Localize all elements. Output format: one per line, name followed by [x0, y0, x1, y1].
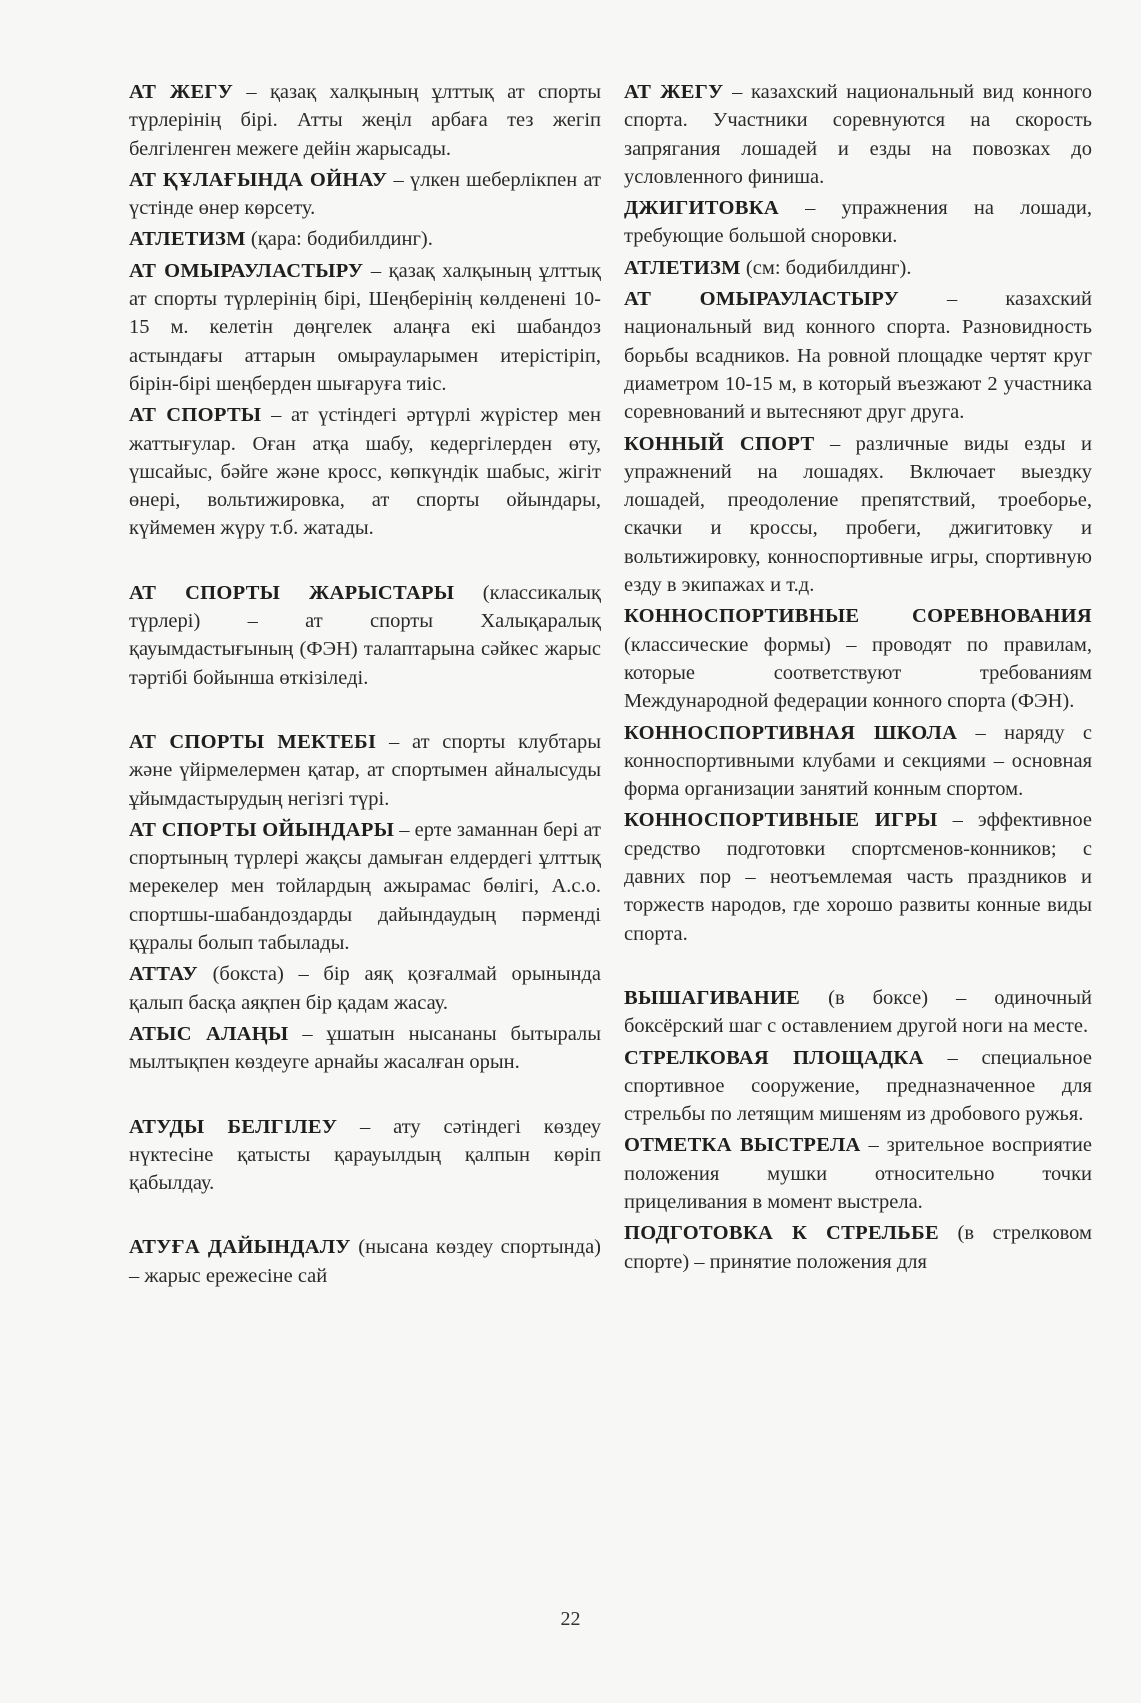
russian-column — [624, 78, 1092, 1279]
entry-definition: – ерте заманнан бері ат спортының түрлері жақсы дамыған елдердегі ұлттық мерекелер мен тойлардың ажырамас бөлігі, А.с.о. спортшы-шабандоздарды дайындаудың пәрменді құралы болып табылады. — [129, 818, 602, 955]
entry-definition: – казахский национальный вид конного спорта. Участники соревнуются на скорость запрягания лошадей и езды на повозках до условленного финиша. — [624, 81, 1092, 188]
entry-definition: – эффективное средство подготовки спортсменов-конников; с давних пор – неотъемлемая часть праздников и торжеств народов, где хорошо развиты конные виды спорта. — [624, 809, 1092, 945]
kazakh-column — [129, 78, 601, 1293]
dictionary-entry — [624, 430, 1092, 600]
dictionary-entry — [129, 225, 601, 253]
entry-term: АТЛЕТИЗМ — [624, 256, 741, 279]
dictionary-entry — [624, 984, 1092, 1041]
entry-term: КОННОСПОРТИВНАЯ ШКОЛА — [624, 721, 958, 744]
entry-definition: – различные виды езды и упражнений на лошадях. Включает выездку лошадей, преодоление препятствий, троеборье, скачки и кроссы, пробеги, джигитовку и вольтижировку, конноспортивные игры, спортивную езду в экипажах и т.д. — [624, 432, 1092, 597]
entry-term: СТРЕЛКОВАЯ ПЛОЩАДКА — [624, 1046, 924, 1069]
entry-definition: (в боксе) – одиночный боксёрский шаг с оставлением другой ноги на месте. — [624, 986, 1092, 1038]
entry-term: КОННОСПОРТИВНЫЕ СОРЕВНОВАНИЯ — [624, 605, 1092, 628]
dictionary-entry — [129, 401, 601, 542]
dictionary-entry — [129, 1020, 601, 1077]
dictionary-entry — [624, 285, 1092, 426]
entry-definition: – үлкен шеберлікпен ат үстінде өнер көрсету. — [129, 168, 602, 220]
entry-definition: – зрительное восприятие положения мушки относительно точки прицеливания в момент выстрела. — [624, 1134, 1092, 1213]
entry-definition: (қара: бодибилдинг). — [245, 228, 433, 251]
entry-term: АТ СПОРТЫ ЖАРЫСТАРЫ — [129, 581, 455, 604]
entry-definition: – қазақ халқының ұлттық ат спорты түрлерінің бірі. Атты жеңіл арбаға тез жегіп белгіленген межеге дейін жарысады. — [129, 81, 601, 160]
entry-term: ОТМЕТКА ВЫСТРЕЛА — [624, 1134, 861, 1157]
entry-term: КОННОСПОРТИВНЫЕ ИГРЫ — [624, 809, 938, 832]
dictionary-entry — [129, 728, 601, 813]
entry-definition: (бокста) – бір аяқ қозғалмай орынында қалып басқа аяқпен бір қадам жасау. — [129, 963, 601, 1014]
dictionary-entry — [624, 602, 1092, 715]
entry-term: АТ СПОРТЫ — [129, 404, 262, 427]
dictionary-entry — [624, 719, 1092, 804]
entry-term: АТ ҚҰЛАҒЫНДА ОЙНАУ — [129, 168, 388, 191]
entry-term: ПОДГОТОВКА К СТРЕЛЬБЕ — [624, 1222, 939, 1245]
dictionary-entry — [129, 1233, 601, 1290]
page-number: 22 — [560, 1608, 581, 1630]
dictionary-entry — [129, 166, 601, 223]
entry-definition: – наряду с конноспортивными клубами и секциями – основная форма организации занятий конным спортом. — [624, 721, 1093, 801]
dictionary-entry — [624, 78, 1092, 191]
entry-term: АТ СПОРТЫ МЕКТЕБІ — [129, 730, 377, 753]
entry-definition: (классикалық түрлері) – ат спорты Халықаралық қауымдастығының (ФЭН) талаптарына сәйкес жарыс тәртібі бойынша өткізіледі. — [129, 581, 601, 689]
entry-definition: (нысана көздеу спортында) – жарыс ережесіне сай — [129, 1236, 601, 1287]
entry-term: ДЖИГИТОВКА — [624, 197, 779, 220]
dictionary-entry — [129, 257, 601, 398]
entry-definition: – қазақ халқының ұлттық ат спорты түрлерінің бірі, Шеңберінің көлденені 10-15 м. келетін дөңгелек алаңға екі шабандоз астындағы аттарын омырауларымен итерістіріп, бірін-бірі шеңберден шығаруға тиіс. — [129, 259, 601, 395]
dictionary-entry — [624, 806, 1092, 947]
dictionary-entry — [129, 78, 601, 163]
entry-definition: – ату сәтіндегі көздеу нүктесіне қатысты қарауылдың қалпын көріп қабылдау. — [129, 1115, 602, 1195]
entry-definition: – ұшатын нысананы бытыралы мылтықпен көздеуге арнайы жасалған орын. — [129, 1022, 601, 1074]
entry-term: АТ СПОРТЫ ОЙЫНДАРЫ — [129, 818, 395, 841]
entry-definition: – специальное спортивное сооружение, предназначенное для стрельбы по летящим мишеням из дробового ружья. — [624, 1046, 1092, 1126]
dictionary-entry — [624, 194, 1092, 251]
entry-definition: – ат спорты клубтары және үйірмелермен қатар, ат спортымен айналысуды ұйымдастырудың негізгі түрі. — [129, 730, 601, 810]
entry-term: КОННЫЙ СПОРТ — [624, 432, 815, 455]
entry-term: АТУДЫ БЕЛГІЛЕУ — [129, 1115, 338, 1138]
entry-definition: – ат үстіндегі әртүрлі жүрістер мен жаттығулар. Оған атқа шабу, кедергілерден өту, үшсайыс, бәйге және кросс, көпкүндік шабыс, жігіт өнері, вольтижировка, ат спорты ойындары, күймемен жүру т.б. жатады. — [129, 404, 601, 540]
dictionary-entry — [624, 1219, 1092, 1276]
dictionary-entry — [624, 1044, 1092, 1129]
entry-definition: (см: бодибилдинг). — [740, 256, 912, 279]
dictionary-entry — [624, 254, 1092, 282]
entry-term: АТ ОМЫРАУЛАСТЫРУ — [129, 259, 364, 282]
entry-definition: (в стрелковом спорте) – принятие положения для — [624, 1222, 1093, 1273]
entry-term: АТУҒА ДАЙЫНДАЛУ — [129, 1236, 351, 1259]
entry-term: АТЛЕТИЗМ — [129, 228, 246, 251]
entry-definition: – упражнения на лошади, требующие большой сноровки. — [624, 197, 1092, 248]
entry-term: АТ ЖЕГУ — [624, 81, 724, 103]
entry-definition: – казахский национальный вид конного спорта. Разновидность борьбы всадников. На ровной площадке чертят круг диаметром 10-15 м, в который въезжают 2 участника соревнований и вытесняют друг друга. — [624, 288, 1093, 424]
entry-term: ВЫШАГИВАНИЕ — [624, 986, 801, 1009]
dictionary-entry — [129, 579, 601, 692]
entry-term: АТЫС АЛАҢЫ — [129, 1022, 289, 1045]
dictionary-entry — [129, 960, 601, 1017]
dictionary-entry — [129, 816, 601, 957]
entry-definition: (классические формы) – проводят по правилам, которые соответствуют требованиям Международной федерации конного спорта (ФЭН). — [624, 633, 1092, 713]
dictionary-entry — [129, 1113, 601, 1198]
entry-term: АТТАУ — [129, 963, 198, 986]
entry-term: АТ ОМЫРАУЛАСТЫРУ — [624, 288, 899, 311]
entry-term: АТ ЖЕГУ — [129, 81, 234, 103]
dictionary-entry — [624, 1131, 1092, 1216]
